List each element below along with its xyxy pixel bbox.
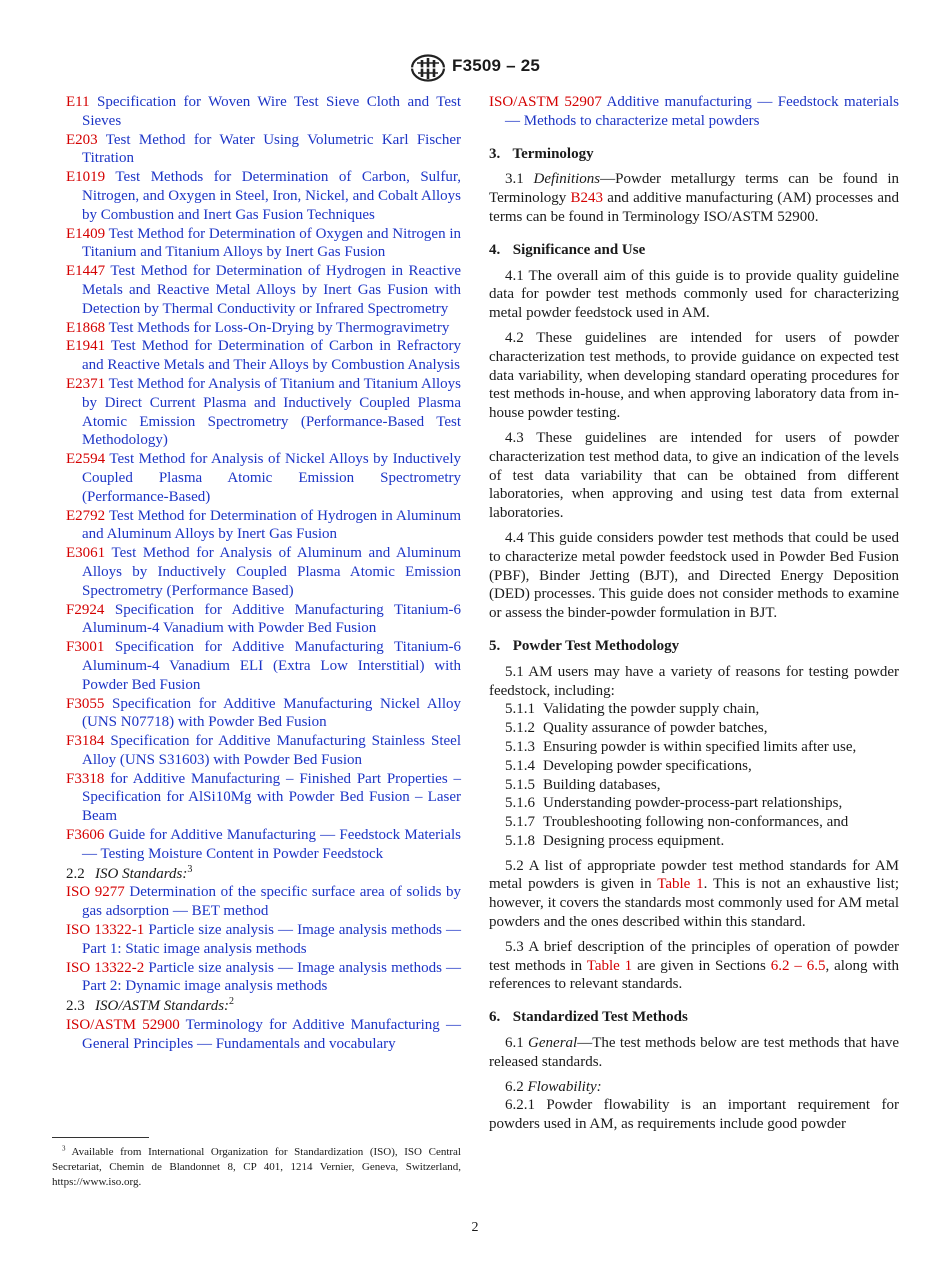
reference-code-link[interactable]: F3184: [66, 733, 105, 750]
reference-title-link[interactable]: Test Method for Determination of Oxygen and Nitrogen in Titanium and Titanium Alloys by Inert Gas Fusion: [82, 225, 461, 261]
table-1-link[interactable]: Table 1: [657, 876, 704, 893]
list-item: 5.1.7 Troubleshooting following non-conformances, and: [505, 814, 849, 831]
reference-code-link[interactable]: E1868: [66, 319, 106, 336]
paragraph-6-1: 6.1 General—The test methods below are test methods that have released standards.: [489, 1035, 899, 1070]
paragraph: 4.2 These guidelines are intended for users of powder characterization test methods, to provide guidance on expected test data variability, when developing standard operating procedures for test methods in-house, and when approving laboratory data from in-house powder testing.: [489, 329, 899, 422]
reference-item: [66, 168, 461, 224]
reasons-list: [489, 700, 899, 850]
reference-code-link[interactable]: F3055: [66, 695, 105, 712]
reference-code-link[interactable]: F2924: [66, 601, 105, 618]
reference-title-link[interactable]: Determination of the specific surface area of solids by gas adsorption — BET method: [82, 884, 462, 920]
paragraph-5-2: 5.2 A list of appropriate powder test method standards for AM metal powders is given in Table 1. This is not an exhaustive list; however, it covers the standards most commonly used for AM metal powders and the ones described within this standard.: [489, 857, 899, 931]
reference-code-link[interactable]: ISO 13322-2: [66, 959, 145, 976]
iso-standards-list: [66, 883, 461, 996]
reference-item: [66, 826, 462, 864]
left-column: [66, 93, 461, 1054]
reference-code-link[interactable]: E1409: [66, 225, 106, 242]
list-item: 5.1.5 Building databases,: [505, 776, 661, 793]
reference-code-link[interactable]: E2371: [66, 375, 106, 392]
section-6-5-link[interactable]: 6.5: [806, 957, 826, 974]
reference-title-link[interactable]: Additive manufacturing — Feedstock materials — Methods to characterize metal powders: [505, 94, 899, 129]
reference-item: [66, 131, 461, 169]
reference-item: [66, 1016, 462, 1054]
list-item: 5.1.8 Designing process equipment.: [505, 832, 725, 849]
reference-title-link[interactable]: Test Method for Determination of Hydrogen in Aluminum and Aluminum Alloys by Inert Gas Fusion: [82, 507, 461, 543]
reference-item: [66, 601, 462, 639]
reference-title-link[interactable]: Terminology for Additive Manufacturing — General Principles — Fundamentals and vocabulary: [82, 1017, 462, 1052]
reference-code-link[interactable]: ISO/ASTM 52900: [66, 1017, 180, 1034]
footnote-divider: [52, 1137, 149, 1138]
reference-item: [66, 883, 462, 921]
reference-code-link[interactable]: ISO 9277: [66, 884, 125, 901]
reference-item: [66, 695, 461, 733]
footnote: $^3$ Available from International Organization for Standardization (ISO), ISO Central Secretariat, Chemin de Blandonnet 8, CP 401, 1214 Vernier, Geneva, Switzerland, https://www.iso.org.: [52, 1144, 461, 1188]
list-item: 5.1.1 Validating the powder supply chain,: [505, 701, 760, 718]
reference-title-link[interactable]: Specification for Additive Manufacturing Nickel Alloy (UNS N07718) with Powder Bed Fusion: [82, 695, 461, 731]
iso-standards-heading: 2.2 ISO Standards:$^3$: [66, 863, 193, 882]
reference-code-link[interactable]: E203: [66, 131, 98, 148]
document-designation: F3509 – 25: [452, 56, 541, 75]
reference-item: [66, 732, 461, 770]
reference-item: [66, 959, 462, 997]
reference-code-link[interactable]: E2594: [66, 451, 106, 468]
reference-item: [66, 319, 461, 338]
reference-title-link[interactable]: for Additive Manufacturing – Finished Part Properties – Specification for AlSi10Mg with Powder Bed Fusion – Laser Beam: [82, 770, 461, 825]
reference-title-link[interactable]: Specification for Woven Wire Test Sieve Cloth and Test Sieves: [82, 94, 461, 129]
reference-item: [66, 544, 461, 600]
reference-title-link[interactable]: Test Method for Analysis of Nickel Alloys by Inductively Coupled Plasma Atomic Emission Spectrometry (Performance-Based): [82, 451, 461, 505]
iso-astm-standards-heading: 2.3 ISO/ASTM Standards:$^2$: [66, 996, 235, 1015]
paragraph: 4.4 This guide considers powder test methods that could be used to characterize metal powder feedstock used in Powder Bed Fusion (PBF), Binder Jetting (BJT), and Directed Energy Deposition (DED) processes. This guide does not consider methods to examine or assess the binder-powder formulation in BJT.: [489, 529, 899, 622]
reference-item: [66, 450, 461, 506]
paragraph-5-3: 5.3 A brief description of the principles of operation of powder test methods in Table 1 are given in Sections 6.2 – 6.5, along with references to relevant standards.: [489, 938, 900, 993]
reference-code-link[interactable]: E3061: [66, 545, 106, 562]
reference-title-link[interactable]: Test Method for Analysis of Aluminum and Aluminum Alloys by Inductively Coupled Plasma Atomic Emission Spectrometry (Performance Based): [82, 545, 461, 599]
reference-item: [66, 507, 461, 545]
reference-code-link[interactable]: ISO 13322-1: [66, 922, 145, 939]
reference-title-link[interactable]: Test Method for Determination of Hydrogen in Reactive Metals and Reactive Metal Alloys by Inert Gas Fusion with Detection by Thermal Conductivity or Infrared Spectrometry: [82, 263, 461, 317]
reference-title-link[interactable]: Test Method for Analysis of Titanium and Titanium Alloys by Direct Current Plasma and Inductively Coupled Plasma Atomic Emission Spectrometry (Performance-Based Test Methodology): [82, 375, 461, 449]
astm-logo-icon: [409, 54, 447, 82]
page-number: 2: [471, 1220, 479, 1235]
section-5-heading: 5. Powder Test Methodology: [489, 637, 680, 654]
right-column: [489, 93, 899, 1140]
reference-title-link[interactable]: Test Methods for Loss-On-Drying by Thermogravimetry: [108, 319, 450, 336]
reference-code-link[interactable]: E1941: [66, 338, 106, 355]
reference-title-link[interactable]: Particle size analysis — Image analysis methods — Part 1: Static image analysis methods: [82, 922, 462, 957]
reference-item: [66, 770, 461, 826]
page-header: [0, 54, 950, 84]
paragraph-6-2-1: 6.2.1 Powder flowability is an important requirement for powders used in AM, as requirements include good powder: [489, 1097, 900, 1133]
iso-astm-standards-list: [66, 1016, 461, 1054]
list-item: 5.1.2 Quality assurance of powder batches,: [505, 720, 768, 737]
section-4-body: [489, 267, 899, 623]
reference-item: [66, 921, 462, 959]
reference-code-link[interactable]: E1019: [66, 169, 106, 186]
reference-item: [66, 337, 461, 375]
list-item: 5.1.6 Understanding powder-process-part relationships,: [505, 795, 843, 812]
section-6-heading: 6. Standardized Test Methods: [489, 1009, 688, 1026]
paragraph-6-2: 6.2 Flowability:: [505, 1078, 602, 1095]
table-1-link[interactable]: Table 1: [586, 957, 633, 974]
reference-title-link[interactable]: Test Methods for Determination of Carbon, Sulfur, Nitrogen, and Oxygen in Steel, Iron, Nickel, and Cobalt Alloys by Combustion and Inert Gas Fusion Techniques: [82, 169, 461, 223]
reference-item: [66, 638, 462, 694]
section-3-heading: 3. Terminology: [489, 145, 594, 162]
reference-item: [66, 375, 461, 450]
referenced-documents-list: [66, 93, 461, 864]
paragraph-5-1: 5.1 AM users may have a variety of reasons for testing powder feedstock, including:: [489, 663, 899, 699]
reference-title-link[interactable]: Specification for Additive Manufacturing Titanium-6 Aluminum-4 Vanadium with Powder Bed Fusion: [82, 601, 462, 637]
reference-title-link[interactable]: Test Method for Water Using Volumetric Karl Fischer Titration: [82, 131, 461, 167]
reference-code-link[interactable]: E2792: [66, 507, 106, 524]
reference-item: [66, 93, 461, 131]
reference-code-link[interactable]: E1447: [66, 263, 106, 280]
reference-item: [66, 225, 461, 263]
section-4-heading: 4. Significance and Use: [489, 241, 646, 258]
b243-link[interactable]: B243: [570, 190, 603, 207]
reference-code-link[interactable]: ISO/ASTM 52907: [489, 94, 602, 110]
list-item: 5.1.3 Ensuring powder is within specified limits after use,: [505, 738, 857, 755]
reference-code-link[interactable]: F3606: [66, 827, 105, 844]
reference-code-link[interactable]: F3001: [66, 639, 105, 656]
section-6-2-link[interactable]: 6.2: [770, 957, 790, 974]
reference-code-link[interactable]: E11: [66, 94, 90, 110]
reference-title-link[interactable]: Specification for Additive Manufacturing Titanium-6 Aluminum-4 Vanadium ELI (Extra Low Interstitial) with Powder Bed Fusion: [82, 639, 462, 693]
reference-item: [489, 93, 899, 131]
reference-title-link[interactable]: Particle size analysis — Image analysis methods — Part 2: Dynamic image analysis methods: [82, 959, 462, 995]
paragraph: 4.1 The overall aim of this guide is to provide quality guideline data for powder test methods commonly used for characterizing metal powder feedstock used in AM.: [489, 267, 899, 322]
reference-code-link[interactable]: F3318: [66, 770, 105, 787]
reference-title-link[interactable]: Test Method for Determination of Carbon in Refractory and Reactive Metals and Their Alloys by Combustion Analysis: [82, 338, 461, 374]
reference-title-link[interactable]: Guide for Additive Manufacturing — Feedstock Materials — Testing Moisture Content in Powder Feedstock: [82, 827, 462, 862]
reference-title-link[interactable]: Specification for Additive Manufacturing Stainless Steel Alloy (UNS S31603) with Powder Bed Fusion: [82, 733, 461, 768]
paragraph-3-1: 3.1 Definitions—Powder metallurgy terms can be found in Terminology B243 and additive manufacturing (AM) processes and terms can be found in Terminology ISO/ASTM 52900.: [489, 171, 900, 225]
list-item: 5.1.4 Developing powder specifications,: [505, 757, 752, 774]
paragraph: 4.3 These guidelines are intended for users of powder characterization test method data, to give an indication of the levels of test data variability that can be obtained from different laboratories, when approving and using test data from external laboratories.: [489, 429, 899, 522]
reference-item: [66, 262, 461, 318]
